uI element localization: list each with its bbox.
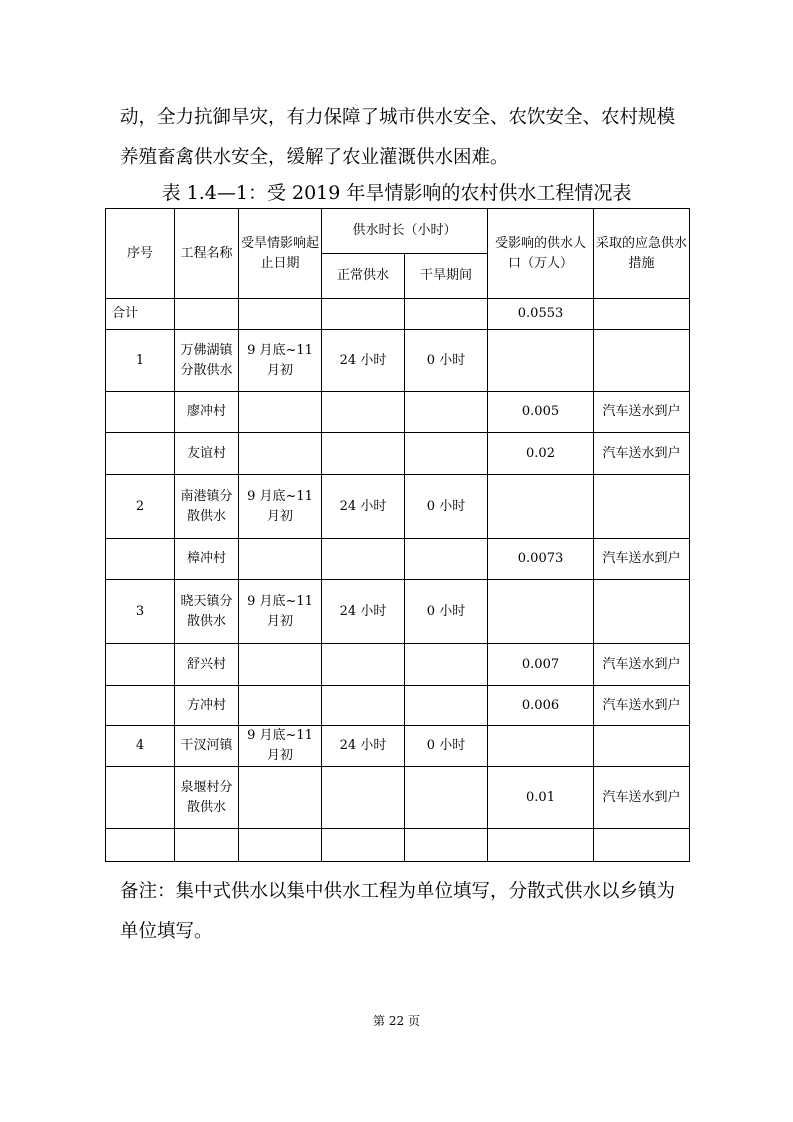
row-population: 0.006 [488,686,594,726]
table-row [106,392,690,433]
table-row [106,475,690,539]
row-name: 干汊河镇 [175,726,239,767]
header-period: 受旱情影响起止日期 [239,209,322,299]
row-name: 万佛湖镇分散供水 [175,330,239,392]
row-population: 0.02 [488,433,594,475]
row-normal-hours: 24 小时 [322,580,405,644]
table-caption: 表 1.4—1：受 2019 年旱情影响的农村供水工程情况表 [161,182,632,204]
row-name: 舒兴村 [175,644,239,686]
header-seq: 序号 [106,209,175,299]
row-normal-hours: 24 小时 [322,475,405,539]
row-seq [106,433,175,475]
row-name: 泉堰村分散供水 [175,767,239,829]
row-period [239,539,322,580]
row-measure: 汽车送水到户 [594,767,690,829]
table-row [106,726,690,767]
row-seq [106,539,175,580]
water-supply-table [105,208,690,862]
row-measure: 汽车送水到户 [594,392,690,433]
row-normal-hours: 24 小时 [322,726,405,767]
row-drought-hours [405,767,488,829]
row-drought-hours [405,433,488,475]
header-drought: 干旱期间 [405,254,488,299]
header-measures: 采取的应急供水措施 [594,209,690,299]
row-seq [106,686,175,726]
row-name: 廖冲村 [175,392,239,433]
row-period [239,829,322,862]
table-row [106,686,690,726]
row-population: 0.007 [488,644,594,686]
total-population: 0.0553 [488,299,594,330]
row-drought-hours: 0 小时 [405,580,488,644]
body-paragraph: 动，全力抗御旱灾，有力保障了城市供水安全、农饮安全、农村规模养殖畜禽供水安全，缓解了农业灌溉供水困难。 [120,107,676,168]
row-drought-hours: 0 小时 [405,475,488,539]
row-population: 0.01 [488,767,594,829]
row-population: 0.0073 [488,539,594,580]
row-seq: 2 [106,475,175,539]
table-row [106,433,690,475]
row-normal-hours [322,392,405,433]
row-measure: 汽车送水到户 [594,433,690,475]
row-period: 9 月底~11 月初 [239,580,322,644]
row-measure [594,726,690,767]
table-row [106,829,690,862]
row-name: 友谊村 [175,433,239,475]
row-period [239,686,322,726]
row-name: 方冲村 [175,686,239,726]
row-period [239,644,322,686]
table-row [106,644,690,686]
row-period: 9 月底~11 月初 [239,726,322,767]
row-name: 晓天镇分散供水 [175,580,239,644]
row-drought-hours [405,686,488,726]
row-measure [594,580,690,644]
row-measure: 汽车送水到户 [594,686,690,726]
row-name: 樟冲村 [175,539,239,580]
row-drought-hours [405,392,488,433]
row-normal-hours [322,767,405,829]
row-period [239,767,322,829]
table-row [106,330,690,392]
table-row [106,580,690,644]
page-number: 第 22 页 [373,1014,420,1028]
row-drought-hours [405,829,488,862]
row-normal-hours [322,433,405,475]
header-normal: 正常供水 [322,254,405,299]
row-normal-hours [322,644,405,686]
row-normal-hours: 24 小时 [322,330,405,392]
row-seq [106,829,175,862]
row-seq [106,767,175,829]
row-period [239,433,322,475]
header-population: 受影响的供水人口（万人） [488,209,594,299]
row-normal-hours [322,539,405,580]
row-seq [106,644,175,686]
row-population [488,726,594,767]
row-period: 9 月底~11 月初 [239,330,322,392]
row-period [239,392,322,433]
row-seq: 4 [106,726,175,767]
row-seq: 3 [106,580,175,644]
header-name: 工程名称 [175,209,239,299]
table-note: 备注：集中式供水以集中供水工程为单位填写，分散式供水以乡镇为单位填写。 [120,881,676,942]
row-seq: 1 [106,330,175,392]
row-name [175,829,239,862]
row-period: 9 月底~11 月初 [239,475,322,539]
table-row [106,539,690,580]
table-row [106,767,690,829]
row-drought-hours: 0 小时 [405,330,488,392]
row-seq [106,392,175,433]
row-drought-hours: 0 小时 [405,726,488,767]
row-name: 南港镇分散供水 [175,475,239,539]
row-normal-hours [322,829,405,862]
row-measure: 汽车送水到户 [594,644,690,686]
total-label: 合计 [106,299,175,330]
row-measure [594,330,690,392]
row-measure [594,829,690,862]
header-duration: 供水时长（小时） [322,209,488,254]
total-row [106,299,690,330]
row-population [488,580,594,644]
row-population [488,829,594,862]
row-drought-hours [405,644,488,686]
row-population [488,475,594,539]
row-drought-hours [405,539,488,580]
row-population [488,330,594,392]
row-measure [594,475,690,539]
row-population: 0.005 [488,392,594,433]
row-measure: 汽车送水到户 [594,539,690,580]
row-normal-hours [322,686,405,726]
